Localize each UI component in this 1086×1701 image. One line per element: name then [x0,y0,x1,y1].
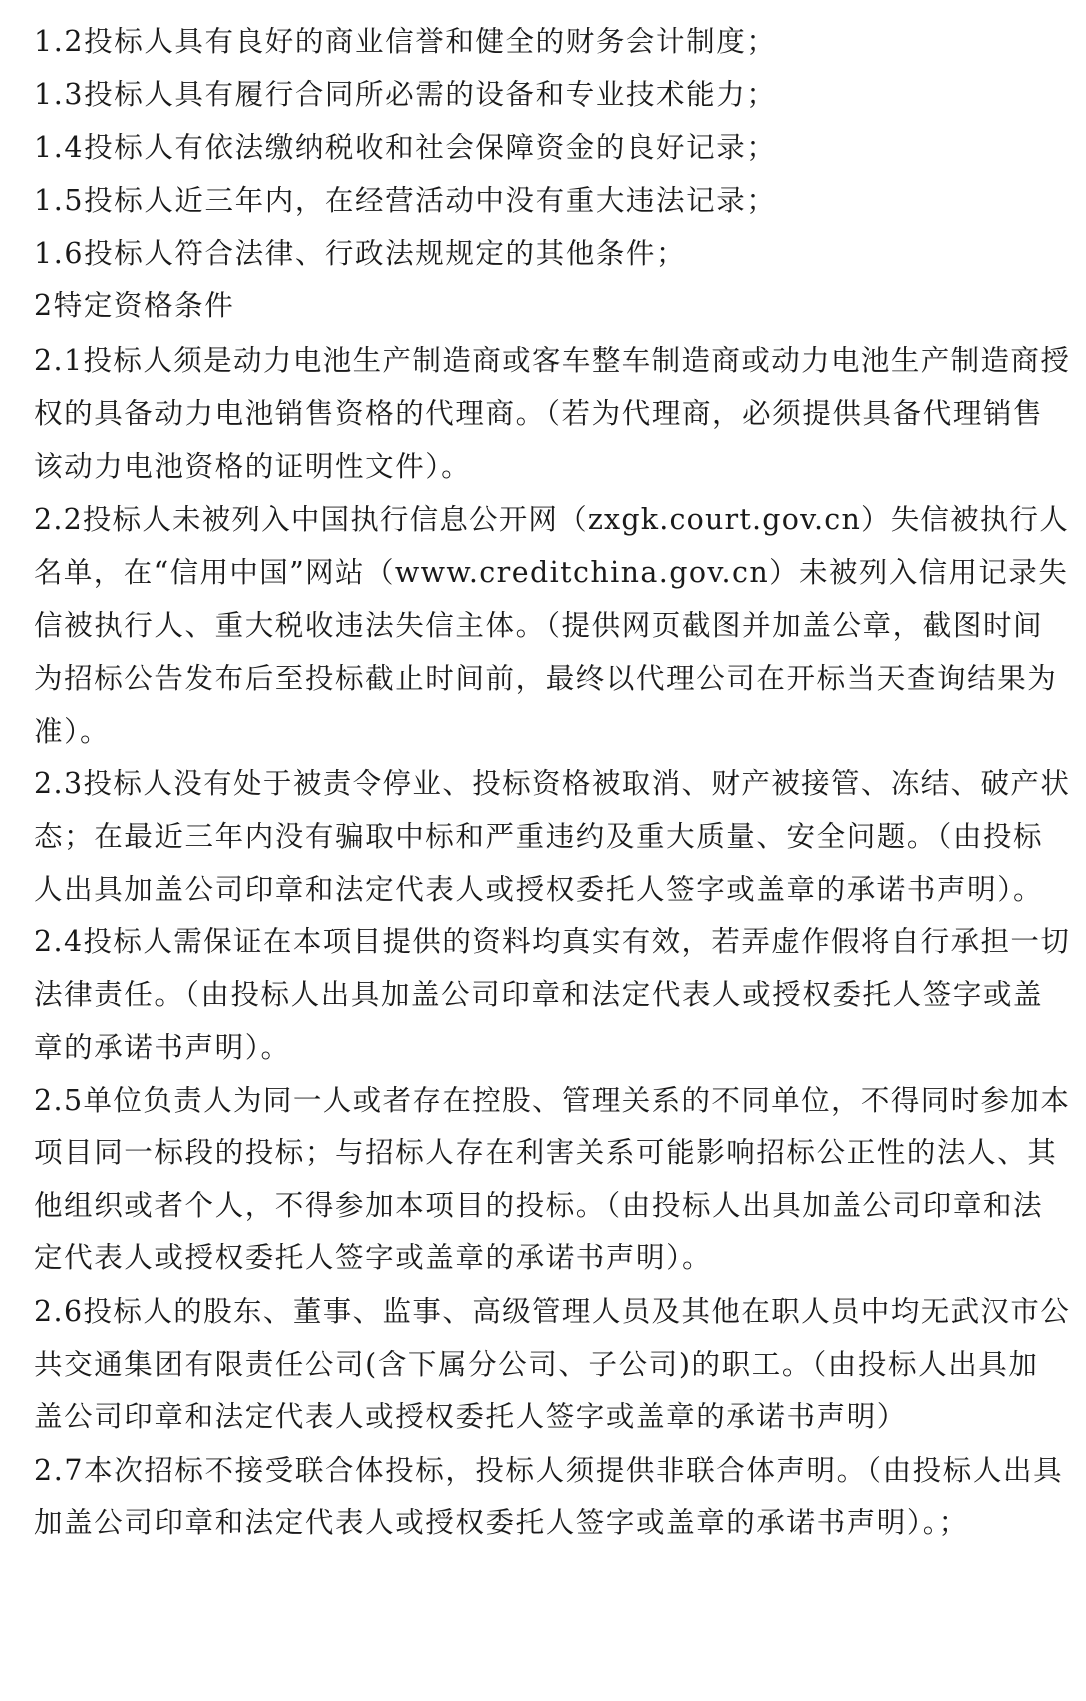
text-line: 项目同一标段的投标；与招标人存在利害关系可能影响招标公正性的法人、其 [34,1136,1058,1169]
text-line: 加盖公司印章和法定代表人或授权委托人签字或盖章的承诺书声明）。； [34,1506,969,1539]
text-line: 他组织或者个人，不得参加本项目的投标。（由投标人出具加盖公司印章和法 [34,1189,1044,1222]
text-line: 1.6投标人符合法律、行政法规规定的其他条件； [34,237,687,270]
text-line: 权的具备动力电池销售资格的代理商。（若为代理商，必须提供具备代理销售 [34,397,1044,430]
text-line: 2.4投标人需保证在本项目提供的资料均真实有效，若弄虚作假将自行承担一切 [34,925,1071,958]
text-line: 共交通集团有限责任公司(含下属分公司、子公司)的职工。（由投标人出具加 [34,1348,1039,1381]
text-line: 法律责任。（由投标人出具加盖公司印章和法定代表人或授权委托人签字或盖 [34,978,1044,1011]
text-line: 2.6投标人的股东、董事、监事、高级管理人员及其他在职人员中均无武汉市公 [34,1295,1071,1328]
text-line: 2.1投标人须是动力电池生产制造商或客车整车制造商或动力电池生产制造商授 [34,344,1071,377]
text-line: 为招标公告发布后至投标截止时间前，最终以代理公司在开标当天查询结果为 [34,662,1058,695]
text-line: 准）。 [34,715,111,748]
text-line: 2.5单位负责人为同一人或者存在控股、管理关系的不同单位，不得同时参加本 [34,1084,1071,1117]
text-line: 人出具加盖公司印章和法定代表人或授权委托人签字或盖章的承诺书声明）。 [34,873,1044,906]
text-line: 1.4投标人有依法缴纳税收和社会保障资金的良好记录； [34,131,777,164]
text-line: 盖公司印章和法定代表人或授权委托人签字或盖章的承诺书声明） [34,1400,907,1433]
text-line: 1.2投标人具有良好的商业信誉和健全的财务会计制度； [34,25,777,58]
text-line: 2.7本次招标不接受联合体投标，投标人须提供非联合体声明。（由投标人出具 [34,1454,1064,1487]
text-line: 名单，在“信用中国”网站（www.creditchina.gov.cn）未被列入信用记录失 [34,556,1069,589]
text-line: 2.3投标人没有处于被责令停业、投标资格被取消、财产被接管、冻结、破产状 [34,767,1071,800]
text-line: 该动力电池资格的证明性文件）。 [34,450,472,483]
section-heading: 2特定资格条件 [34,289,235,322]
text-line: 定代表人或授权委托人签字或盖章的承诺书声明）。 [34,1241,713,1274]
text-line: 2.2投标人未被列入中国执行信息公开网（zxgk.court.gov.cn）失信被执行人 [34,503,1069,536]
text-line: 态；在最近三年内没有骗取中标和严重违约及重大质量、安全问题。（由投标 [34,820,1044,853]
text-line: 信被执行人、重大税收违法失信主体。（提供网页截图并加盖公章，截图时间 [34,609,1044,642]
text-line: 1.5投标人近三年内，在经营活动中没有重大违法记录； [34,184,777,217]
text-line: 章的承诺书声明）。 [34,1031,291,1064]
text-line: 1.3投标人具有履行合同所必需的设备和专业技术能力； [34,78,777,111]
